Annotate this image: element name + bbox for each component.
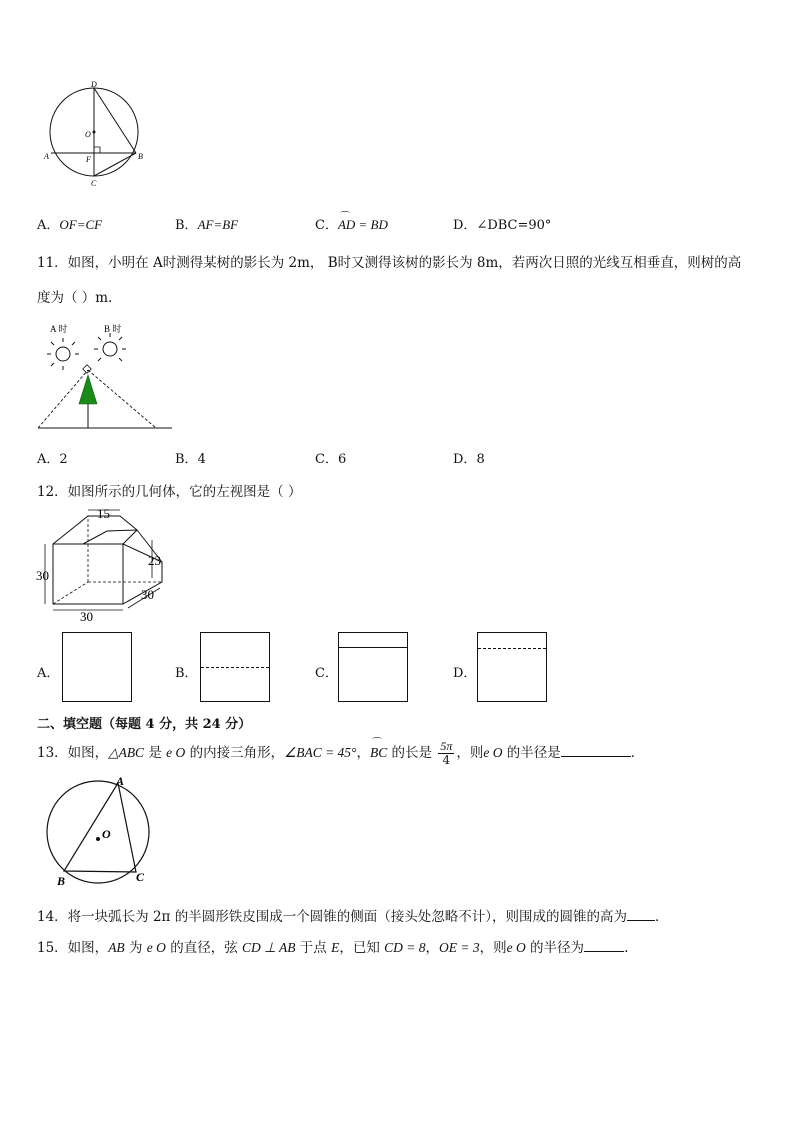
q15-text-2: 为: [124, 940, 147, 956]
q13-stem: [37, 740, 644, 767]
q12-dim-right-height: 23: [148, 553, 161, 568]
q10-option-d-letter: D．: [453, 218, 477, 233]
q11-stem-line1: 11．如图，小明在 A时测得某树的影长为 2m， B时又测得该树的影长为 8m，若两次日照的光线互相垂直，则树的高: [37, 255, 742, 271]
q15-text-4: 于点: [295, 940, 332, 956]
q12-option-b[interactable]: [175, 632, 275, 702]
q11-option-b[interactable]: [175, 448, 206, 467]
q13-label-b: B: [57, 874, 66, 888]
q11-stem-line2: 度为（ ）m．: [37, 290, 122, 306]
q13-text-4: ，: [356, 745, 370, 761]
q15-text-6: ，: [425, 940, 440, 956]
q13-text-2: 是: [144, 745, 167, 761]
q13-text-6: ，则: [456, 745, 484, 761]
q12-option-b-dashed-line: [201, 667, 269, 668]
q10-center-dot: [93, 131, 96, 134]
q11-option-b-text: 4: [197, 452, 206, 467]
q15-answer-blank[interactable]: [584, 939, 624, 952]
q11-label-b-time: B 时: [104, 324, 122, 334]
q10-option-c[interactable]: [315, 214, 388, 233]
q13-label-o: O: [102, 827, 111, 841]
q15-cd-perp-ab: CD ⊥ AB: [242, 940, 296, 955]
q13-text-3: 的内接三角形，: [185, 745, 285, 761]
q13-text-5: 的长是: [387, 745, 437, 761]
q12-option-c-solid-line: [339, 647, 407, 648]
q13-angle: ∠BAC = 45°: [284, 745, 357, 760]
q10-option-a[interactable]: [37, 214, 102, 233]
q13-triangle-abc: [64, 783, 136, 872]
q12-option-a-square: [62, 632, 132, 702]
q13-circle: e O: [166, 745, 186, 760]
q10-segment-db: [94, 88, 136, 153]
q13-circle-2: e O: [483, 745, 503, 760]
q13-label-a: A: [116, 774, 125, 788]
q12-option-d-dashed-line: [478, 648, 546, 649]
q13-text-7: 的半径是: [502, 745, 561, 761]
q14-stem: [37, 905, 668, 925]
q12-option-a[interactable]: [37, 632, 137, 702]
q12-dim-left-height: 30: [36, 568, 49, 583]
q15-stem: [37, 936, 628, 956]
q10-right-angle-mark: [94, 147, 100, 153]
q11-ray-b: [88, 370, 156, 428]
q11-label-a-time: A 时: [50, 324, 68, 334]
q12-option-d-letter: D．: [453, 666, 477, 681]
q15-cd-eq: CD = 8: [384, 940, 426, 955]
q13-fraction: [438, 740, 454, 767]
q13-answer-blank[interactable]: [561, 744, 631, 757]
q10-circle-figure: [38, 80, 148, 192]
q11-sun-a-icon: [47, 338, 79, 370]
q12-option-b-letter: B．: [175, 666, 198, 681]
q11-tree-shadow-figure: [38, 322, 173, 430]
q11-option-c-text: 6: [337, 452, 347, 467]
q15-text-3: 的直径，弦: [165, 940, 242, 956]
q10-option-d[interactable]: [453, 214, 551, 233]
q11-option-a[interactable]: [37, 448, 68, 467]
q12-option-c-square: [338, 632, 408, 702]
q12-option-c-letter: C．: [315, 666, 338, 681]
q15-circle: e O: [146, 940, 166, 955]
q11-option-d[interactable]: [453, 448, 485, 467]
q15-text-7: ，则: [479, 940, 507, 956]
q15-oe-eq: OE = 3: [439, 940, 480, 955]
q13-frac-den: 4: [442, 753, 451, 767]
q11-option-b-letter: B．: [175, 452, 198, 467]
q12-option-a-letter: A．: [37, 666, 60, 681]
q11-option-a-text: 2: [59, 452, 68, 467]
q10-label-a: A: [44, 152, 49, 161]
q10-option-a-text: OF=CF: [59, 217, 103, 232]
q12-dim-depth: 30: [141, 587, 154, 602]
q13-label-c: C: [136, 870, 145, 884]
q10-option-b-letter: B．: [175, 218, 198, 233]
q13-arc-bc: ⌒ BC: [370, 740, 387, 766]
q14-answer-blank[interactable]: [627, 908, 655, 921]
q11-option-c-letter: C．: [315, 452, 338, 467]
section-fill-in-title: 二、填空题（每题 4 分，共 24 分）: [37, 717, 252, 732]
q13-center-dot: [96, 837, 100, 841]
q12-option-d-square: [477, 632, 547, 702]
q11-sun-b-icon: [94, 333, 126, 361]
q10-segment-bc: [94, 153, 136, 176]
q10-label-c: C: [91, 179, 97, 188]
q15-text-9: .: [624, 940, 629, 956]
q15-text-1: 15．如图，: [37, 940, 109, 956]
q12-solid-figure: [36, 504, 166, 622]
q12-dim-top: 15: [97, 506, 110, 521]
q11-option-a-letter: A．: [37, 452, 60, 467]
q13-text-8: ．: [630, 745, 645, 761]
q13-triangle: △ABC: [108, 745, 145, 760]
q15-text-8: 的半径为: [525, 940, 585, 956]
q11-option-c[interactable]: [315, 448, 346, 467]
q10-label-d: D: [91, 80, 97, 89]
q13-circle-figure: [40, 772, 160, 890]
q14-text-1: 14．将一块弧长为 2π 的半圆形铁皮围成一个圆锥的侧面（接头处忽略不计），则围成的圆锥的高为: [37, 909, 627, 925]
q14-text-2: ．: [654, 909, 669, 925]
q15-point-e: E: [331, 940, 340, 955]
q10-label-b: B: [138, 152, 143, 161]
q10-option-a-letter: A．: [37, 218, 60, 233]
q15-ab: AB: [108, 940, 125, 955]
q12-option-b-square: [200, 632, 270, 702]
q13-circle: [47, 781, 149, 883]
q15-circle-2: e O: [506, 940, 526, 955]
q12-option-d[interactable]: [453, 632, 553, 702]
q11-option-d-text: 8: [476, 452, 485, 467]
q10-option-c-text: ⌒ AD = BD: [338, 217, 388, 233]
q12-dim-bottom: 30: [80, 609, 93, 624]
q10-option-d-text: ∠DBC=90°: [476, 218, 552, 233]
q11-option-d-letter: D．: [453, 452, 477, 467]
q11-tree-icon: [79, 375, 97, 404]
q13-text-1: 13．如图，: [37, 745, 109, 761]
q13-frac-num: 5π: [440, 739, 453, 753]
q10-option-c-letter: C．: [315, 218, 338, 233]
q15-text-5: ，已知: [339, 940, 385, 956]
q10-option-b-text: AF=BF: [197, 217, 239, 232]
q12-option-c[interactable]: [315, 632, 415, 702]
q12-stem: 12．如图所示的几何体，它的左视图是（ ）: [37, 484, 302, 500]
q10-label-f: F: [86, 155, 91, 164]
q10-option-b[interactable]: [175, 214, 238, 233]
q10-label-o: O: [85, 130, 91, 139]
